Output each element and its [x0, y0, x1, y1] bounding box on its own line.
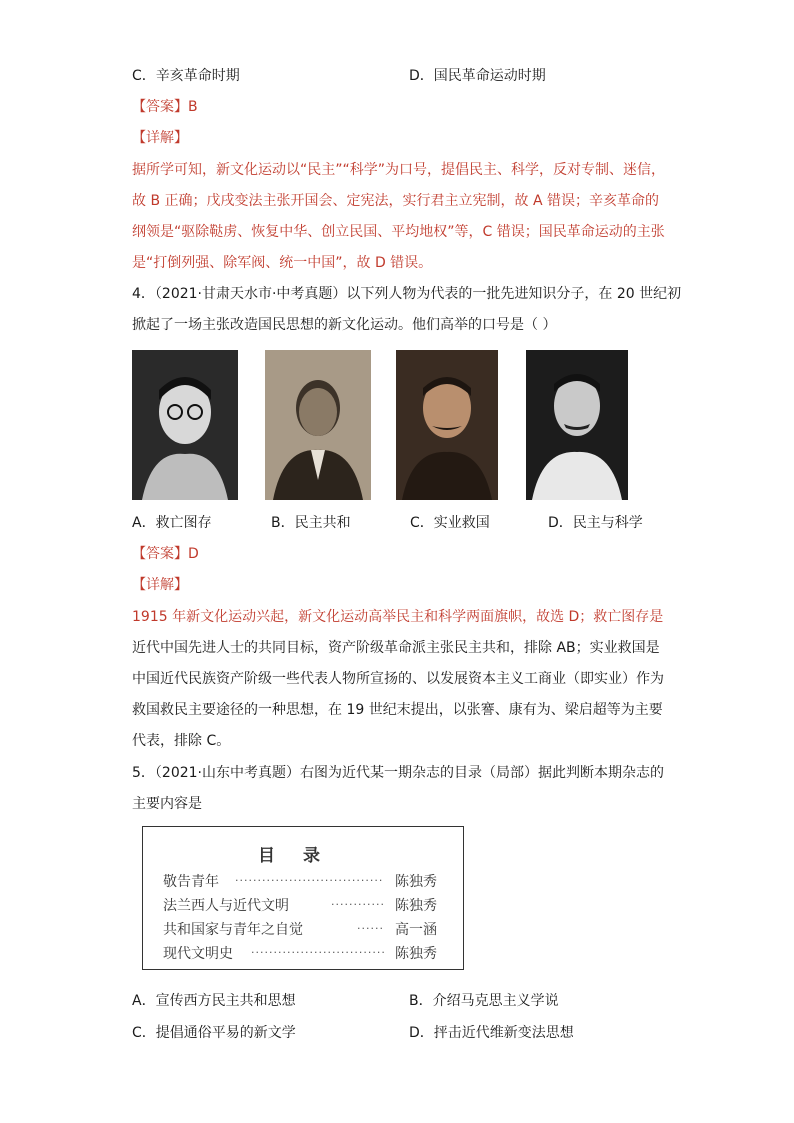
answer-label: 【答案】 — [132, 99, 188, 115]
toc-entry-author: 陈独秀 — [395, 874, 437, 890]
toc-entry-title: 法兰西人与近代文明 — [163, 898, 289, 914]
q3-option-d: D．国民革命运动时期 — [409, 68, 546, 84]
q5-stem: 主要内容是 — [132, 796, 202, 812]
q5-option: B．介绍马克思主义学说 — [409, 993, 559, 1009]
toc-entry-author: 陈独秀 — [395, 946, 437, 962]
q4-stem: 4．（2021·甘肃天水市·中考真题）以下列人物为代表的一批先进知识分子，在 20 世纪初 — [132, 286, 682, 302]
q4-detail-line: 1915 年新文化运动兴起，新文化运动高举民主和科学两面旗帜，故选 D；救亡图存是 — [132, 609, 664, 625]
q4-detail-line: 中国近代民族资产阶级一些代表人物所宣扬的、以发展资本主义工商业（即实业）作为 — [132, 671, 664, 687]
answer-value: D — [188, 546, 199, 562]
toc-leader-dots: ································· — [235, 874, 384, 887]
q5-option: C．提倡通俗平易的新文学 — [132, 1025, 296, 1041]
q4-option: B．民主共和 — [271, 515, 351, 531]
toc-entry-title: 现代文明史 — [163, 946, 233, 962]
q4-detail-line: 代表，排除 C。 — [132, 733, 231, 749]
q5-option: D．抨击近代维新变法思想 — [409, 1025, 574, 1041]
q3-option-c: C．辛亥革命时期 — [132, 68, 240, 84]
toc-entry-author: 陈独秀 — [395, 898, 437, 914]
toc-title: 目录 — [258, 846, 348, 866]
toc-leader-dots: ······ — [357, 922, 384, 935]
portrait-photo-3 — [396, 350, 498, 500]
q4-option: A．救亡图存 — [132, 515, 212, 531]
toc-leader-dots: ······························ — [251, 946, 386, 959]
toc-entry-author: 高一涵 — [395, 922, 437, 938]
toc-leader-dots: ············ — [331, 898, 385, 911]
q4-option: C．实业救国 — [410, 515, 490, 531]
q3-answer — [132, 97, 198, 117]
q5-stem: 5．（2021·山东中考真题）右图为近代某一期杂志的目录（局部）据此判断本期杂志的 — [132, 765, 664, 781]
toc-entry-title: 敬告青年 — [163, 874, 219, 890]
q4-detail-line: 近代中国先进人士的共同目标，资产阶级革命派主张民主共和，排除 AB；实业救国是 — [132, 640, 660, 656]
q3-detail-label: 【详解】 — [132, 130, 188, 146]
answer-value: B — [188, 99, 198, 115]
q3-detail-line: 故 B 正确；戊戌变法主张开国会、定宪法，实行君主立宪制，故 A 错误；辛亥革命的 — [132, 193, 659, 209]
answer-label: 【答案】 — [132, 546, 188, 562]
toc-entry-title: 共和国家与青年之自觉 — [163, 922, 303, 938]
q4-option: D．民主与科学 — [548, 515, 643, 531]
q3-detail-line: 据所学可知，新文化运动以“民主”“科学”为口号，提倡民主、科学，反对专制、迷信， — [132, 162, 666, 178]
portrait-photo-2 — [265, 350, 371, 500]
q4-detail-line: 救国救民主要途径的一种思想，在 19 世纪末提出，以张謇、康有为、梁启超等为主要 — [132, 702, 663, 718]
q3-detail-line: 纲领是“驱除鞑虏、恢复中华、创立民国、平均地权”等，C 错误；国民革命运动的主张 — [132, 224, 665, 240]
magazine-toc-image — [142, 826, 464, 970]
q4-answer — [132, 544, 199, 564]
portrait-photo-1 — [132, 350, 238, 500]
q5-option: A．宣传西方民主共和思想 — [132, 993, 296, 1009]
q4-stem: 掀起了一场主张改造国民思想的新文化运动。他们高举的口号是（ ） — [132, 317, 557, 333]
q4-detail-label: 【详解】 — [132, 577, 188, 593]
q3-detail-line: 是“打倒列强、除军阀、统一中国”，故 D 错误。 — [132, 255, 433, 271]
portrait-photo-4 — [526, 350, 628, 500]
